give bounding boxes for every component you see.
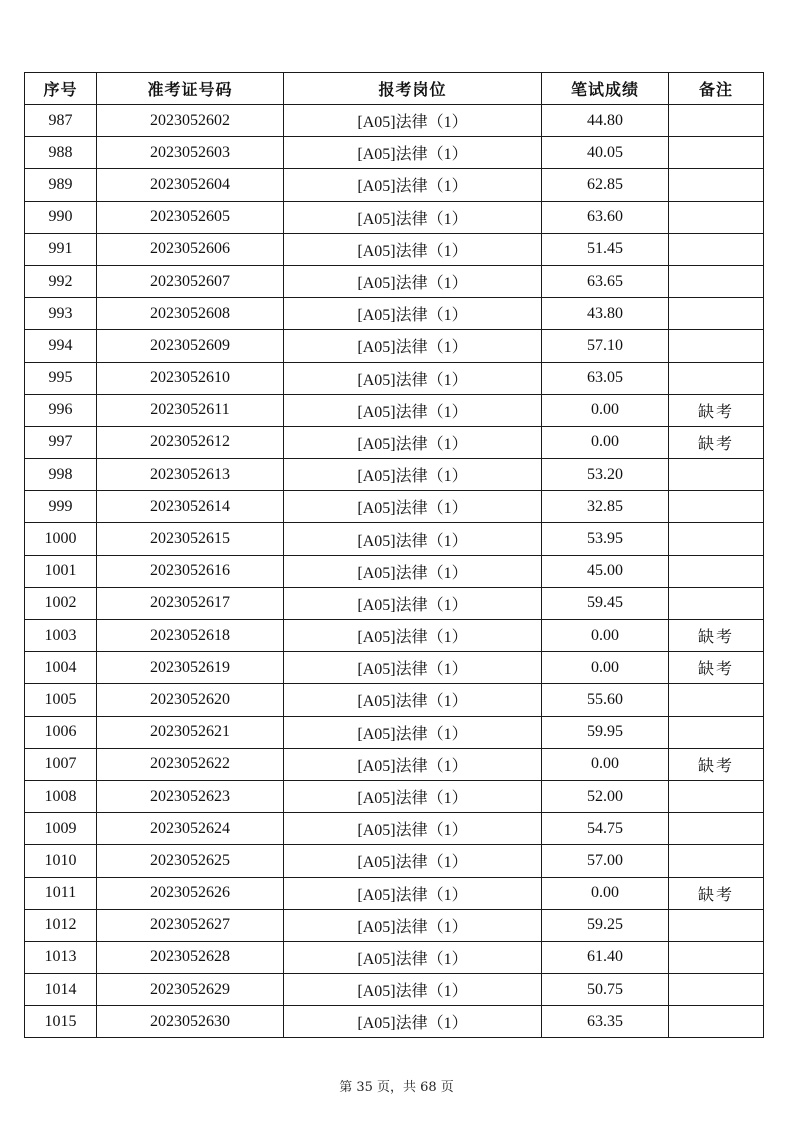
row-note-cell xyxy=(669,137,764,169)
row-post-cell: [A05]法律（1） xyxy=(284,620,542,652)
row-seq-cell: 1000 xyxy=(25,523,97,555)
header-seq: 序号 xyxy=(25,73,97,105)
table-row xyxy=(25,105,764,137)
row-score-cell: 57.00 xyxy=(542,845,669,877)
table-row xyxy=(25,362,764,394)
row-score-cell: 55.60 xyxy=(542,684,669,716)
table-row xyxy=(25,298,764,330)
row-post-cell: [A05]法律（1） xyxy=(284,394,542,426)
row-seq-cell: 996 xyxy=(25,394,97,426)
row-post-cell: [A05]法律（1） xyxy=(284,587,542,619)
header-score: 笔试成绩 xyxy=(542,73,669,105)
table-row xyxy=(25,169,764,201)
row-exam-id-cell: 2023052613 xyxy=(97,459,284,491)
row-seq-cell: 1015 xyxy=(25,1006,97,1038)
row-exam-id-cell: 2023052627 xyxy=(97,909,284,941)
row-exam-id-cell: 2023052623 xyxy=(97,780,284,812)
row-score-cell: 63.35 xyxy=(542,1006,669,1038)
row-exam-id-cell: 2023052603 xyxy=(97,137,284,169)
table-row xyxy=(25,1006,764,1038)
row-seq-cell: 1014 xyxy=(25,974,97,1006)
row-note-cell: 缺考 xyxy=(669,652,764,684)
row-post-cell: [A05]法律（1） xyxy=(284,716,542,748)
row-note-cell xyxy=(669,555,764,587)
row-note-cell xyxy=(669,716,764,748)
row-seq-cell: 1012 xyxy=(25,909,97,941)
row-post-cell: [A05]法律（1） xyxy=(284,330,542,362)
row-seq-cell: 987 xyxy=(25,105,97,137)
row-exam-id-cell: 2023052616 xyxy=(97,555,284,587)
table-row xyxy=(25,780,764,812)
row-seq-cell: 1008 xyxy=(25,780,97,812)
row-exam-id-cell: 2023052617 xyxy=(97,587,284,619)
row-post-cell: [A05]法律（1） xyxy=(284,813,542,845)
row-post-cell: [A05]法律（1） xyxy=(284,652,542,684)
row-note-cell xyxy=(669,1006,764,1038)
row-post-cell: [A05]法律（1） xyxy=(284,523,542,555)
table-row xyxy=(25,330,764,362)
page-footer xyxy=(0,1076,793,1095)
table-row xyxy=(25,523,764,555)
row-exam-id-cell: 2023052612 xyxy=(97,426,284,458)
row-note-cell xyxy=(669,845,764,877)
table-row xyxy=(25,877,764,909)
row-post-cell: [A05]法律（1） xyxy=(284,233,542,265)
row-exam-id-cell: 2023052624 xyxy=(97,813,284,845)
header-post: 报考岗位 xyxy=(284,73,542,105)
row-exam-id-cell: 2023052625 xyxy=(97,845,284,877)
row-note-cell xyxy=(669,684,764,716)
row-score-cell: 32.85 xyxy=(542,491,669,523)
row-post-cell: [A05]法律（1） xyxy=(284,684,542,716)
row-exam-id-cell: 2023052606 xyxy=(97,233,284,265)
row-score-cell: 63.05 xyxy=(542,362,669,394)
row-seq-cell: 1007 xyxy=(25,748,97,780)
row-note-cell xyxy=(669,780,764,812)
row-score-cell: 54.75 xyxy=(542,813,669,845)
row-seq-cell: 991 xyxy=(25,233,97,265)
row-note-cell xyxy=(669,459,764,491)
row-post-cell: [A05]法律（1） xyxy=(284,362,542,394)
row-seq-cell: 993 xyxy=(25,298,97,330)
row-seq-cell: 1010 xyxy=(25,845,97,877)
row-seq-cell: 988 xyxy=(25,137,97,169)
row-post-cell: [A05]法律（1） xyxy=(284,201,542,233)
row-score-cell: 40.05 xyxy=(542,137,669,169)
row-post-cell: [A05]法律（1） xyxy=(284,877,542,909)
row-post-cell: [A05]法律（1） xyxy=(284,555,542,587)
row-note-cell xyxy=(669,491,764,523)
row-exam-id-cell: 2023052621 xyxy=(97,716,284,748)
row-seq-cell: 989 xyxy=(25,169,97,201)
row-score-cell: 45.00 xyxy=(542,555,669,587)
row-seq-cell: 992 xyxy=(25,265,97,297)
row-post-cell: [A05]法律（1） xyxy=(284,265,542,297)
row-score-cell: 0.00 xyxy=(542,877,669,909)
table-row xyxy=(25,684,764,716)
row-note-cell xyxy=(669,201,764,233)
row-score-cell: 59.45 xyxy=(542,587,669,619)
row-exam-id-cell: 2023052611 xyxy=(97,394,284,426)
table-row xyxy=(25,813,764,845)
row-post-cell: [A05]法律（1） xyxy=(284,748,542,780)
row-exam-id-cell: 2023052610 xyxy=(97,362,284,394)
row-seq-cell: 1005 xyxy=(25,684,97,716)
row-exam-id-cell: 2023052619 xyxy=(97,652,284,684)
row-exam-id-cell: 2023052604 xyxy=(97,169,284,201)
score-table xyxy=(24,72,764,1038)
row-note-cell xyxy=(669,169,764,201)
row-score-cell: 52.00 xyxy=(542,780,669,812)
row-note-cell xyxy=(669,298,764,330)
row-seq-cell: 1013 xyxy=(25,941,97,973)
table-row xyxy=(25,201,764,233)
row-score-cell: 62.85 xyxy=(542,169,669,201)
row-note-cell xyxy=(669,587,764,619)
row-exam-id-cell: 2023052622 xyxy=(97,748,284,780)
row-score-cell: 0.00 xyxy=(542,426,669,458)
row-exam-id-cell: 2023052605 xyxy=(97,201,284,233)
table-row xyxy=(25,555,764,587)
row-post-cell: [A05]法律（1） xyxy=(284,845,542,877)
row-note-cell xyxy=(669,941,764,973)
row-score-cell: 61.40 xyxy=(542,941,669,973)
row-seq-cell: 995 xyxy=(25,362,97,394)
row-note-cell xyxy=(669,813,764,845)
table-row xyxy=(25,265,764,297)
row-score-cell: 0.00 xyxy=(542,652,669,684)
header-exam-id: 准考证号码 xyxy=(97,73,284,105)
row-score-cell: 63.65 xyxy=(542,265,669,297)
row-score-cell: 0.00 xyxy=(542,394,669,426)
row-score-cell: 57.10 xyxy=(542,330,669,362)
row-score-cell: 51.45 xyxy=(542,233,669,265)
row-note-cell xyxy=(669,362,764,394)
table-row xyxy=(25,459,764,491)
row-seq-cell: 997 xyxy=(25,426,97,458)
row-seq-cell: 1003 xyxy=(25,620,97,652)
table-header-row xyxy=(25,73,764,105)
row-seq-cell: 1006 xyxy=(25,716,97,748)
row-note-cell: 缺考 xyxy=(669,748,764,780)
row-note-cell xyxy=(669,523,764,555)
row-post-cell: [A05]法律（1） xyxy=(284,105,542,137)
row-exam-id-cell: 2023052629 xyxy=(97,974,284,1006)
row-score-cell: 59.25 xyxy=(542,909,669,941)
row-exam-id-cell: 2023052615 xyxy=(97,523,284,555)
row-post-cell: [A05]法律（1） xyxy=(284,941,542,973)
row-exam-id-cell: 2023052628 xyxy=(97,941,284,973)
row-post-cell: [A05]法律（1） xyxy=(284,491,542,523)
row-exam-id-cell: 2023052620 xyxy=(97,684,284,716)
table-row xyxy=(25,941,764,973)
row-exam-id-cell: 2023052607 xyxy=(97,265,284,297)
row-seq-cell: 1009 xyxy=(25,813,97,845)
row-score-cell: 43.80 xyxy=(542,298,669,330)
row-seq-cell: 990 xyxy=(25,201,97,233)
table-row xyxy=(25,909,764,941)
row-seq-cell: 1002 xyxy=(25,587,97,619)
row-score-cell: 44.80 xyxy=(542,105,669,137)
row-note-cell xyxy=(669,974,764,1006)
row-post-cell: [A05]法律（1） xyxy=(284,780,542,812)
row-exam-id-cell: 2023052618 xyxy=(97,620,284,652)
row-note-cell: 缺考 xyxy=(669,394,764,426)
header-note: 备注 xyxy=(669,73,764,105)
table-row xyxy=(25,620,764,652)
row-post-cell: [A05]法律（1） xyxy=(284,909,542,941)
table-row xyxy=(25,394,764,426)
row-post-cell: [A05]法律（1） xyxy=(284,137,542,169)
table-row xyxy=(25,716,764,748)
row-note-cell xyxy=(669,330,764,362)
row-post-cell: [A05]法律（1） xyxy=(284,426,542,458)
table-row xyxy=(25,137,764,169)
table-row xyxy=(25,426,764,458)
table-row xyxy=(25,974,764,1006)
row-exam-id-cell: 2023052614 xyxy=(97,491,284,523)
row-note-cell xyxy=(669,233,764,265)
row-seq-cell: 998 xyxy=(25,459,97,491)
row-score-cell: 53.20 xyxy=(542,459,669,491)
row-score-cell: 63.60 xyxy=(542,201,669,233)
row-exam-id-cell: 2023052630 xyxy=(97,1006,284,1038)
row-exam-id-cell: 2023052626 xyxy=(97,877,284,909)
row-seq-cell: 999 xyxy=(25,491,97,523)
table-row xyxy=(25,845,764,877)
row-score-cell: 59.95 xyxy=(542,716,669,748)
row-post-cell: [A05]法律（1） xyxy=(284,974,542,1006)
table-body xyxy=(25,105,764,1038)
row-seq-cell: 1001 xyxy=(25,555,97,587)
page-number-text: 第 35 页，共 68 页 xyxy=(339,1080,454,1095)
row-exam-id-cell: 2023052602 xyxy=(97,105,284,137)
table-row xyxy=(25,748,764,780)
row-note-cell xyxy=(669,909,764,941)
row-post-cell: [A05]法律（1） xyxy=(284,169,542,201)
table-row xyxy=(25,233,764,265)
row-note-cell xyxy=(669,105,764,137)
row-note-cell: 缺考 xyxy=(669,620,764,652)
row-note-cell: 缺考 xyxy=(669,426,764,458)
row-score-cell: 50.75 xyxy=(542,974,669,1006)
row-seq-cell: 1004 xyxy=(25,652,97,684)
table-row xyxy=(25,587,764,619)
row-exam-id-cell: 2023052609 xyxy=(97,330,284,362)
row-note-cell: 缺考 xyxy=(669,877,764,909)
row-seq-cell: 994 xyxy=(25,330,97,362)
row-post-cell: [A05]法律（1） xyxy=(284,1006,542,1038)
row-score-cell: 53.95 xyxy=(542,523,669,555)
row-post-cell: [A05]法律（1） xyxy=(284,459,542,491)
row-exam-id-cell: 2023052608 xyxy=(97,298,284,330)
row-seq-cell: 1011 xyxy=(25,877,97,909)
row-score-cell: 0.00 xyxy=(542,748,669,780)
table-row xyxy=(25,652,764,684)
row-note-cell xyxy=(669,265,764,297)
table-row xyxy=(25,491,764,523)
score-sheet xyxy=(24,72,763,1038)
row-post-cell: [A05]法律（1） xyxy=(284,298,542,330)
row-score-cell: 0.00 xyxy=(542,620,669,652)
